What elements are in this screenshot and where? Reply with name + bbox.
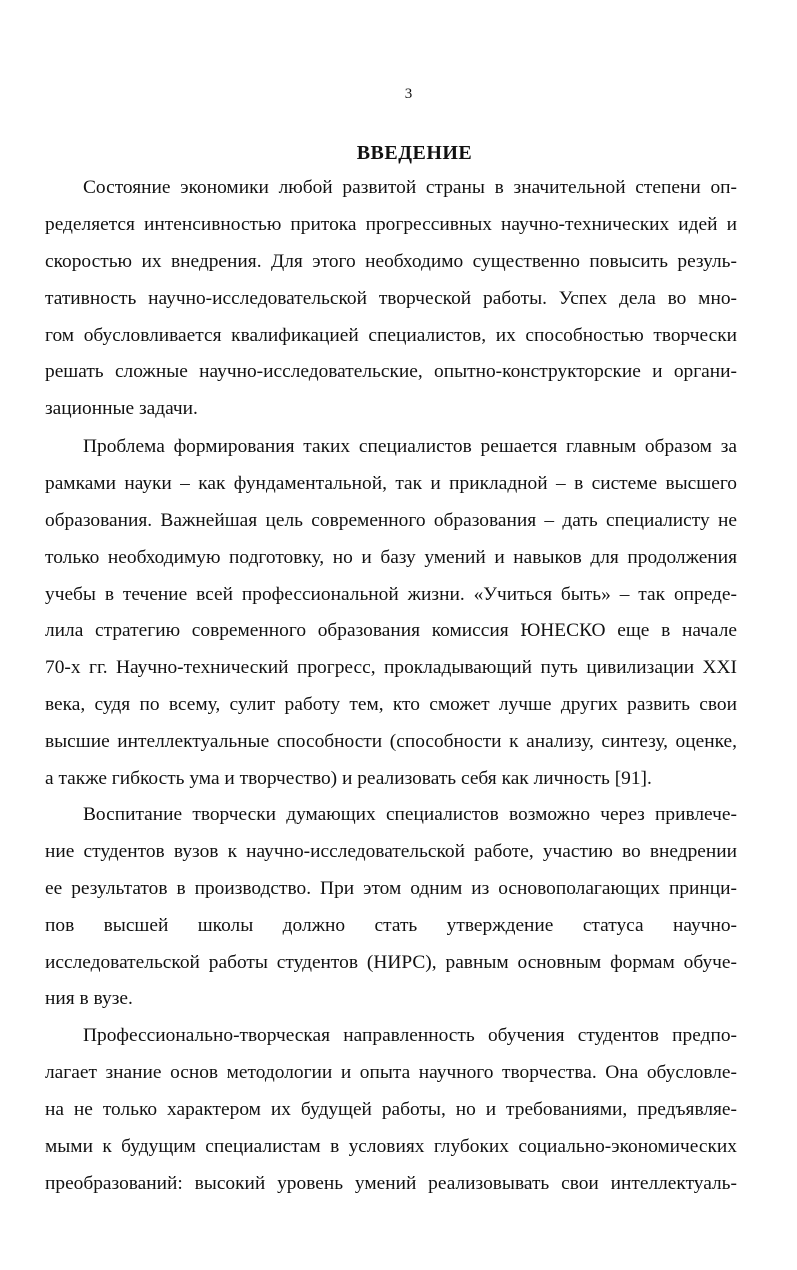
text-line: мыми к будущим специалистам в условиях глубоких социально-экономических bbox=[45, 1135, 737, 1157]
text-line: только необходимую подготовку, но и базу умений и навыков для продолжения bbox=[45, 546, 737, 568]
text-line: пов высшей школы должно стать утверждение статуса научно- bbox=[45, 914, 737, 936]
text-line: преобразований: высокий уровень умений реализовывать свои интеллектуаль- bbox=[45, 1172, 737, 1194]
text-line: ределяется интенсивностью притока прогрессивных научно-технических идей и bbox=[45, 213, 737, 235]
text-line: зационные задачи. bbox=[45, 398, 198, 420]
text-line: Проблема формирования таких специалистов решается главным образом за bbox=[83, 436, 737, 457]
page-title: ВВЕДЕНИЕ bbox=[356, 142, 473, 164]
text-line: а также гибкость ума и творчество) и реализовать себя как личность [91]. bbox=[45, 768, 652, 790]
text-line: тативность научно-исследовательской творческой работы. Успех дела во мно- bbox=[45, 287, 737, 309]
text-line: лила стратегию современного образования комиссия ЮНЕСКО еще в начале bbox=[45, 620, 737, 642]
paragraph-1 bbox=[45, 170, 737, 428]
text-line: рамками науки – как фундаментальной, так и прикладной – в системе высшего bbox=[45, 472, 737, 494]
text-line: лагает знание основ методологии и опыта научного творчества. Она обусловле- bbox=[45, 1061, 737, 1083]
text-line: высшие интеллектуальные способности (способности к анализу, синтезу, оценке, bbox=[45, 731, 737, 753]
text-line: учебы в течение всей профессиональной жизни. «Учиться быть» – так опреде- bbox=[45, 583, 737, 605]
text-line: века, судя по всему, сулит работу тем, кто сможет лучше других развить свои bbox=[45, 694, 737, 716]
text-line: ние студентов вузов к научно-исследовательской работе, участию во внедрении bbox=[45, 840, 737, 862]
text-line: ния в вузе. bbox=[45, 988, 133, 1010]
text-line: 70-х гг. Научно-технический прогресс, прокладывающий путь цивилизации XXI bbox=[45, 657, 737, 679]
text-line: исследовательской работы студентов (НИРС), равным основным формам обуче- bbox=[45, 951, 737, 973]
text-line: решать сложные научно-исследовательские, опытно-конструкторские и органи- bbox=[45, 361, 737, 383]
text-line: гом обусловливается квалификацией специалистов, их способностью творчески bbox=[45, 324, 737, 346]
text-line: ее результатов в производство. При этом одним из основополагающих принци- bbox=[45, 877, 737, 899]
text-line: Профессионально-творческая направленность обучения студентов предпо- bbox=[83, 1025, 737, 1046]
paragraph-3 bbox=[45, 797, 737, 1018]
paragraph-4 bbox=[45, 1018, 737, 1202]
text-line: скоростью их внедрения. Для этого необходимо существенно повысить резуль- bbox=[45, 250, 737, 272]
paragraph-2 bbox=[45, 429, 737, 798]
text-line: Состояние экономики любой развитой страны в значительной степени оп- bbox=[83, 177, 737, 198]
page-number: 3 bbox=[404, 86, 413, 102]
text-line: образования. Важнейшая цель современного образования – дать специалисту не bbox=[45, 509, 737, 531]
text-line: Воспитание творчески думающих специалистов возможно через привлече- bbox=[83, 804, 737, 825]
text-line: на не только характером их будущей работы, но и требованиями, предъявляе- bbox=[45, 1098, 737, 1120]
